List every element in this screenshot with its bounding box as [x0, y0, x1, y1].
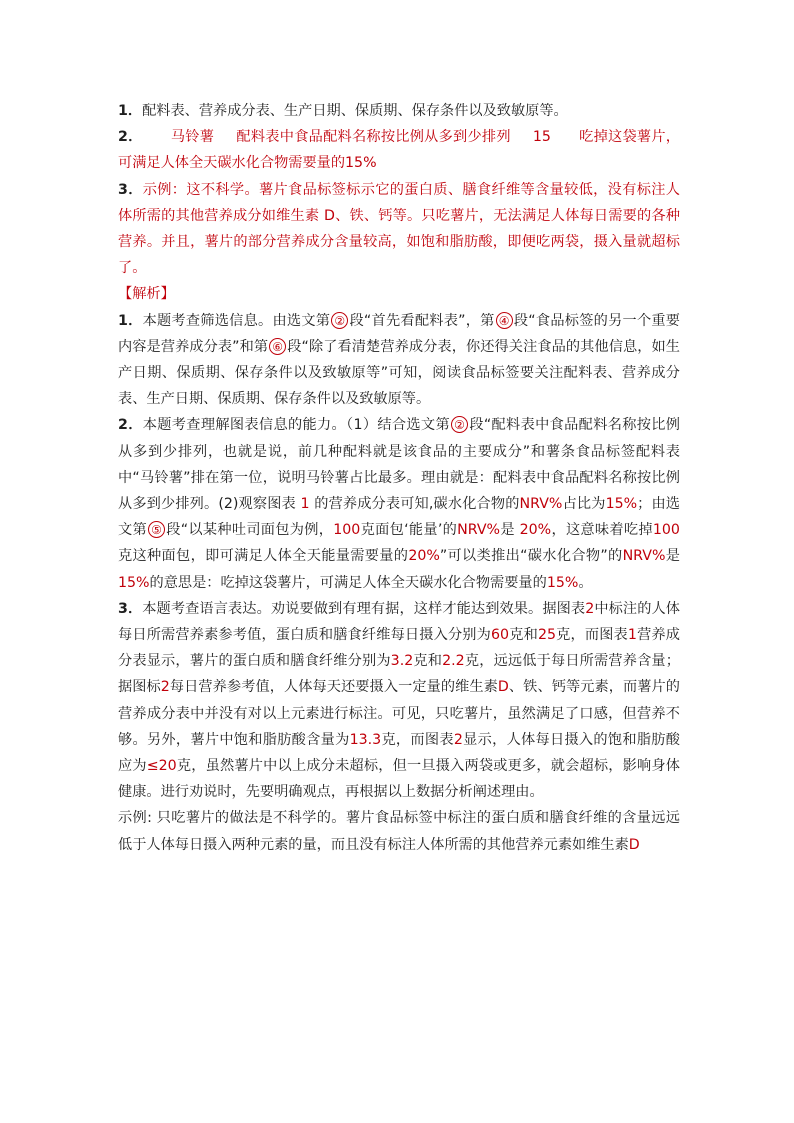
- answer-2: [118, 124, 680, 176]
- answer-2-number: 2．: [118, 129, 143, 146]
- circled-number-2: ②: [451, 416, 468, 433]
- circled-number-6: ⑥: [269, 338, 286, 355]
- answer-3-number: 3．: [118, 181, 143, 198]
- answer-1: [118, 98, 680, 124]
- answer-3-text: 示例：这不科学。薯片食品标签标示它的蛋白质、膳食纤维等含量较低，没有标注人体所需的其他营养成分如维生素 D、铁、钙等。只吃薯片，无法满足人体每日需要的各种营养。并且，薯片的部分营养成分含量较高，如饱和脂肪酸，即便吃两袋，摄入量就超标了。: [118, 181, 680, 277]
- analysis-para-2: 2．本题考查理解图表信息的能力。（1）结合选文第 ② 段“配料表中食品配料名称按比例从多到少排列，也就是说，前几种配料就是该食品的主要成分”和薯条食品标签配料表中“马铃薯”排在第一位，说明马铃薯占比最多。理由就是：配料表中食品配料名称按比例从多到少排列。(2)观察图表 1 的营养成分表可知,碳水化合物的NRV%占比为15%；由选文第 ⑤ 段“以某种吐司面包为例，100克面包‘能量’的NRV%是 20%，这意味着吃掉100克这种面包，即可满足人体全天能量需要量的20%”可以类推出“碳水化合物”的NRV%是 15%的意思是：吃掉这袋薯片，可满足人体全天碳水化合物需要量的15%。: [118, 417, 680, 591]
- analysis-2-number: 2．: [118, 417, 143, 434]
- analysis-para-3: 3．本题考查语言表达。劝说要做到有理有据，这样才能达到效果。据图表2中标注的人体每日所需营养素参考值，蛋白质和膳食纤维每日摄入分别为60克和25克，而图表1营养成分表显示，薯片的蛋白质和膳食纤维分别为3.2克和2.2克，远远低于每日所需营养含量；据图标2每日营养参考值，人体每天还要摄入一定量的维生素D、铁、钙等元素，而薯片的营养成分表中并没有对以上元素进行标注。可见，只吃薯片，虽然满足了口感，但营养不够。另外，薯片中饱和脂肪酸含量为13.3克，而图表2显示，人体每日摄入的饱和脂肪酸应为≤20克，虽然薯片中以上成分未超标，但一旦摄入两袋或更多，就会超标，影响身体健康。进行劝说时，先要明确观点，再根据以上数据分析阐述理由。: [118, 600, 680, 801]
- answer-2-meaning: 吃掉这袋薯片，可满足人体全天碳水化合物需要量的: [118, 129, 680, 172]
- circled-number-4: ④: [496, 312, 513, 329]
- answer-2-reason: 配料表中食品配料名称按比例从多到少排列: [236, 129, 511, 146]
- answer-1-number: 1．: [118, 103, 143, 119]
- analysis-3-number: 3．: [118, 600, 143, 617]
- document-page: [118, 98, 680, 858]
- answer-2-percent: 15%: [345, 155, 377, 172]
- answer-3: [118, 177, 680, 282]
- analysis-para-4: 示例: 只吃薯片的做法是不科学的。薯片食品标签中标注的蛋白质和膳食纤维的含量远远低于人体每日摄入两种元素的量，而且没有标注人体所需的其他营养元素如维生素D: [118, 810, 680, 853]
- answer-2-blank-1: 马铃薯: [170, 129, 215, 146]
- analysis-para-1: 1．本题考查筛选信息。由选文第 ② 段“首先看配料表”，第 ④ 段“食品标签的另一个重要内容是营养成分表”和第 ⑥ 段“除了看清楚营养成分表，你还得关注食品的其他信息，如生产日期、保质期、保存条件以及致敏原等”可知，阅读食品标签要关注配料表、营养成分表、生产日期、保质期、保存条件以及致敏原等。: [118, 312, 680, 408]
- answer-1-text: 配料表、营养成分表、生产日期、保质期、保存条件以及致敏原等。: [142, 103, 568, 119]
- analysis-heading: 【解析】: [118, 286, 175, 303]
- circled-number-5: ⑤: [148, 521, 165, 538]
- analysis-1-number: 1．: [118, 312, 143, 329]
- answer-2-blank-2: 15: [532, 129, 551, 146]
- circled-number-2: ②: [331, 312, 348, 329]
